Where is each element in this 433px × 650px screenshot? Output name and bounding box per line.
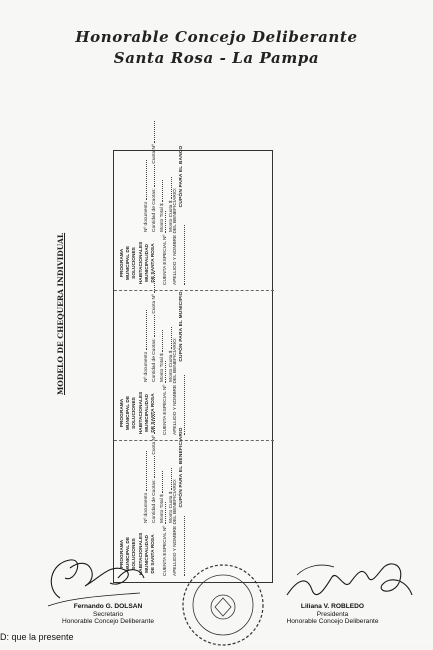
- document-label: Nº documento: [144, 492, 149, 523]
- installment-number-label: Cuota Nº: [152, 435, 158, 455]
- installment-amount-label: Monto Cuota $: [168, 200, 174, 232]
- installment-amount-label: Monto Cuota $: [168, 350, 174, 382]
- total-amount-label: Monto Total $: [160, 353, 166, 382]
- signatory-role: Secretario: [92, 610, 124, 618]
- document-title: MODELO DE CHEQUERA INDIVIDUAL: [56, 232, 65, 395]
- account-label: CUENTA ESPECIAL Nº: [163, 234, 169, 285]
- account-label: CUENTA ESPECIAL Nº: [163, 525, 169, 576]
- program-line: SOLUCIONES HABITACIONALES: [132, 532, 144, 576]
- program-line: PROGRAMA MUNICIPAL DE: [120, 245, 132, 281]
- installment-amount-label: Monto Cuota $: [168, 491, 174, 523]
- account-label: CUENTA ESPECIAL Nº: [163, 384, 169, 435]
- document-label: Nº documento: [144, 201, 149, 232]
- signature-left-scribble: [40, 548, 160, 608]
- beneficiary-label: APELLIDO Y NOMBRE DEL BENEFICIARIO:: [173, 337, 179, 435]
- total-amount-label: Monto Total $: [160, 203, 166, 232]
- signatory-name: Liliana V. ROBLEDO: [300, 603, 365, 610]
- program-line: PROGRAMA MUNICIPAL DE: [120, 395, 132, 431]
- coupon-fields: [120, 121, 270, 232]
- program-line: MUNICIPALIDAD DE SANTA ROSA: [144, 393, 157, 433]
- program-line: SOLUCIONES HABITACIONALES: [132, 391, 144, 435]
- signatory-org: Honorable Concejo Deliberante: [286, 618, 379, 626]
- signature-right: [280, 603, 385, 626]
- program-line: MUNICIPALIDAD DE SANTA ROSA: [144, 243, 157, 283]
- letterhead-subtitle: Santa Rosa - La Pampa: [113, 49, 320, 67]
- checkbook-form: [113, 144, 273, 583]
- beneficiary-label: APELLIDO Y NOMBRE DEL BENEFICIARIO:: [173, 187, 179, 285]
- coupon-fields: [120, 271, 270, 382]
- installments-label: Cantidad de Cuotas:: [152, 338, 158, 382]
- signatory-role: Presidenta: [316, 610, 349, 618]
- official-seal: [178, 560, 268, 650]
- coupon-type-label: CUPÓN PARA EL BANCO: [178, 145, 184, 208]
- coupon-type-label: CUPÓN PARA EL MUNICIPIO: [178, 291, 184, 362]
- signature-left: [62, 603, 154, 626]
- letterhead: [0, 28, 433, 67]
- program-line: PROGRAMA MUNICIPAL DE: [120, 536, 132, 572]
- document-label: Nº documento: [144, 351, 149, 382]
- signatory-org: Honorable Concejo Deliberante: [62, 618, 155, 626]
- total-amount-label: Monto Total $: [160, 494, 166, 523]
- signatory-name: Fernando G. DOLSAN: [73, 603, 143, 610]
- letterhead-title: Honorable Concejo Deliberante: [75, 28, 358, 46]
- installments-label: Cantidad de Cuotas:: [152, 188, 158, 232]
- footer-text: D: que la presente: [0, 632, 74, 642]
- program-line: SOLUCIONES HABITACIONALES: [132, 241, 144, 285]
- installments-label: Cantidad de Cuotas:: [152, 479, 158, 523]
- coupon-type-label: CUPÓN PARA EL BENEFICIARIO: [178, 427, 184, 508]
- signature-right-scribble: [282, 555, 417, 610]
- installment-number-label: Cuota Nº: [152, 294, 158, 314]
- beneficiary-label: APELLIDO Y NOMBRE DEL BENEFICIARIO:: [173, 478, 179, 576]
- coupon-fields: [120, 412, 270, 523]
- installment-number-label: Cuota Nº: [152, 144, 158, 164]
- program-line: MUNICIPALIDAD DE SANTA ROSA: [144, 534, 157, 574]
